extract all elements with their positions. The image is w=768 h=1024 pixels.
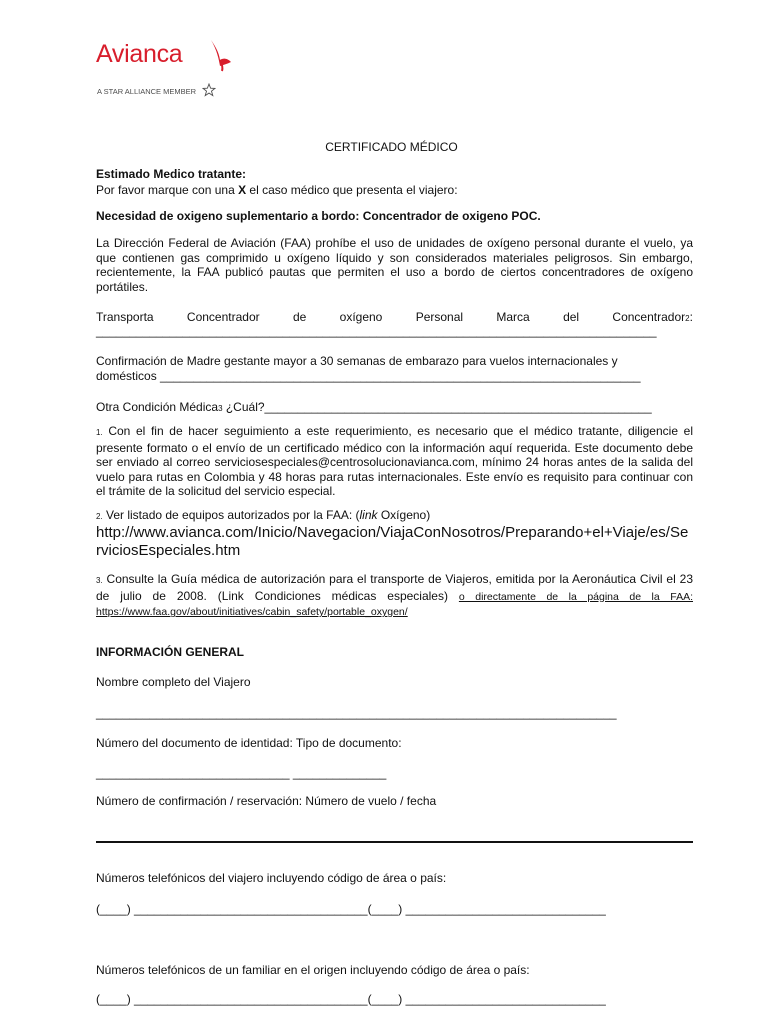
transport-word: de — [292, 310, 307, 324]
note-2-pre: Ver listado de equipos autorizados por la FAA: ( — [102, 508, 360, 522]
note-1-text: Con el fin de hacer seguimiento a este requerimiento, es necesario que el médico tratante, diligencie el presente formato o el envío de un certificado médico con la información aquí requerida. Este documento debe ser enviado al correo serviciosespeciales@centrosolucionavianca.com, mínimo 24 horas antes de la salida del vuelo para rutas en Colombia y 48 horas para rutas internacionales. Este envío es requisito para continuar con el trámite de la solicitud del servicio especial. — [96, 424, 693, 499]
transport-word: oxígeno — [339, 310, 383, 324]
note-2-link[interactable]: link — [359, 508, 378, 522]
transport-word: Personal — [415, 310, 464, 324]
instruction-pre: Por favor marque con una — [96, 183, 239, 197]
other-condition[interactable] — [96, 400, 652, 417]
brand-tagline: A STAR ALLIANCE MEMBER — [97, 87, 197, 96]
transport-colon: : — [689, 310, 693, 324]
note-2-url[interactable] — [96, 524, 693, 560]
note-3 — [96, 572, 693, 620]
note-2-url-line-2[interactable]: rviciosEspeciales.htm — [96, 542, 241, 559]
note-3-underlined[interactable]: o directamente de la página de la FAA: — [458, 590, 693, 603]
docid-label: Número del documento de identidad: Tipo de documento: — [96, 736, 402, 750]
phones-label: Números telefónicos del viajero incluyendo código de área o país: — [96, 871, 447, 885]
family-blank[interactable]: (____) ___________________________________(____) ______________________________ — [96, 992, 606, 1006]
greeting: Estimado Medico tratante: — [96, 167, 247, 181]
family-label: Números telefónicos de un familiar en el origen incluyendo código de área o país: — [96, 963, 530, 977]
note-2-num: 2. — [96, 512, 103, 521]
page-title: CERTIFICADO MÉDICO — [325, 140, 458, 154]
brand-name: Avianca — [96, 40, 183, 68]
transport-blank[interactable]: ____________________________________________________________________________________ — [96, 324, 657, 338]
other-pre: Otra Condición Médica — [96, 400, 219, 414]
bird-icon — [209, 38, 233, 72]
need-heading: Necesidad de oxigeno suplementario a bordo: Concentrador de oxigeno POC. — [96, 209, 541, 223]
footnote-ref-3: 3 — [218, 404, 223, 413]
transport-word: del — [563, 310, 580, 324]
note-2-url-line-1[interactable]: http://www.avianca.com/Inicio/Navegacion/ViajaConNosotros/Preparando+el+Viaje/es/Se — [96, 524, 689, 541]
note-2-post: Oxígeno) — [377, 508, 431, 522]
note-1 — [96, 424, 693, 499]
faa-link[interactable]: https://www.faa.gov/about/initiatives/cabin_safety/portable_oxygen/ — [96, 606, 408, 619]
star-alliance-icon — [202, 83, 216, 97]
transport-word: Concentrador — [612, 310, 686, 324]
instruction-x: X — [238, 183, 247, 197]
transport-word: Transporta — [96, 310, 154, 324]
transport-word: Marca — [496, 310, 530, 324]
note-3-text: Consulte la Guía médica de autorización para el transporte de Viajeros, emitida por la Aeronáutica Civil el 23 de julio de 2008. (Link Condiciones médicas especiales) — [96, 572, 693, 603]
section-general: INFORMACIÓN GENERAL — [96, 645, 244, 659]
note-2 — [96, 508, 693, 525]
docid-blank[interactable]: _____________________________ ______________ — [96, 766, 387, 780]
note-1-num: 1. — [96, 428, 103, 437]
faa-paragraph: La Dirección Federal de Aviación (FAA) prohíbe el uso de unidades de oxígeno personal durante el vuelo, ya que contienen gas comprimido u oxígeno líquido y son considerados materiales peligrosos. Sin embargo, recientemente, la FAA publicó pautas que permiten el uso a bordo de ciertos concentradores de oxígeno portátiles. — [96, 236, 693, 294]
mother-line-1: Confirmación de Madre gestante mayor a 30 semanas de embarazo para vuelos internacionales y — [96, 354, 618, 368]
footnote-ref-2: 2 — [685, 314, 690, 323]
mother-line-2[interactable]: domésticos ________________________________________________________________________ — [96, 369, 641, 383]
other-post: ¿Cuál?__________________________________________________________ — [222, 400, 652, 414]
transport-word: Concentrador — [186, 310, 260, 324]
note-3-num: 3. — [96, 576, 103, 585]
avianca-logo — [96, 40, 197, 96]
phones-blank[interactable]: (____) ___________________________________(____) ______________________________ — [96, 902, 606, 916]
instruction — [96, 183, 693, 198]
confirmation-label: Número de confirmación / reservación: Número de vuelo / fecha — [96, 794, 437, 808]
confirmation-rule[interactable] — [96, 841, 693, 843]
name-label: Nombre completo del Viajero — [96, 675, 251, 689]
name-blank[interactable]: ______________________________________________________________________________ — [96, 706, 617, 720]
instruction-post: el caso médico que presenta el viajero: — [246, 183, 458, 197]
